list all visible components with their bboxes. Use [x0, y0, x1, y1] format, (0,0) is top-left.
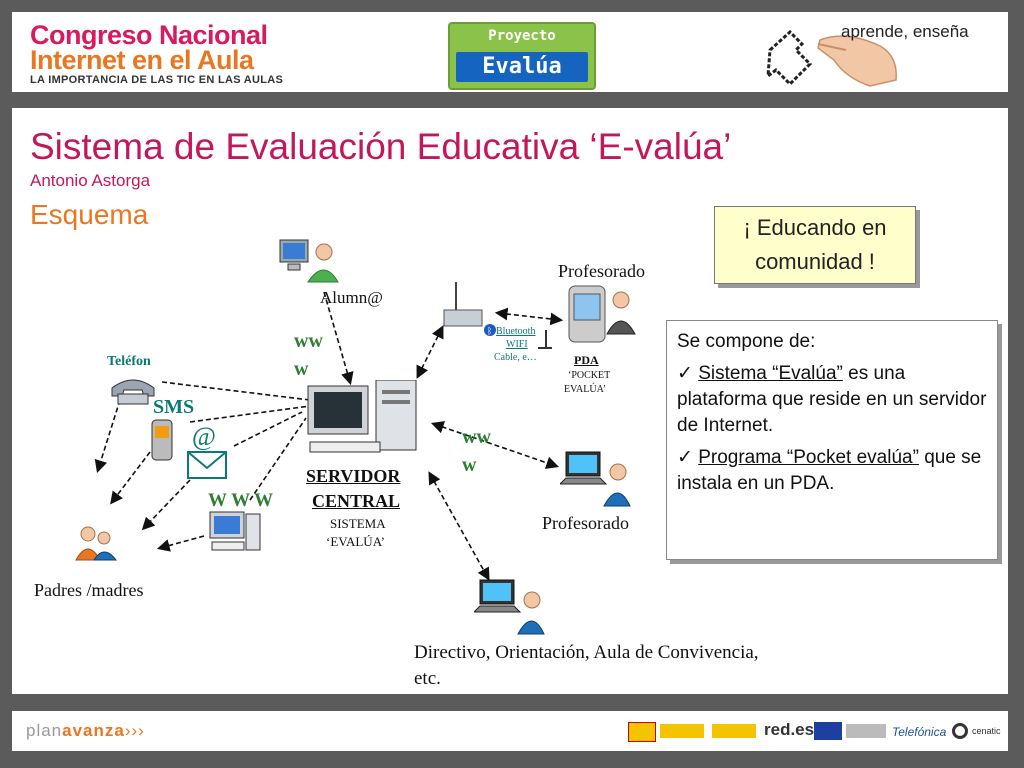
- plan-avanza-logo: planavanza›››: [26, 721, 145, 740]
- cenatic-text: cenatic: [972, 726, 1001, 736]
- eu-flag-icon: [814, 722, 842, 740]
- arrow-directivo: [430, 474, 488, 578]
- footer-band: [12, 711, 1008, 751]
- arrow-profesorado: [434, 424, 556, 466]
- callout-line1: ¡ Educando en: [743, 215, 887, 240]
- cable-label: Cable, e…: [494, 352, 537, 363]
- avanza-text: avanza: [62, 721, 125, 740]
- alumno-label: Alumn@: [320, 288, 383, 307]
- cenatic-icon: [952, 723, 968, 739]
- arrow-mail-padres: [144, 480, 190, 528]
- profesorado-top-label: Profesorado: [558, 261, 645, 281]
- www-mid-line2: w: [462, 454, 477, 476]
- directivo-label-line1: Directivo, Orientación, Aula de Convivencia,: [414, 642, 759, 663]
- www-top-line2: w: [294, 358, 309, 380]
- congreso-title-line1: Congreso Nacional: [30, 20, 268, 50]
- slide-author: Antonio Astorga: [30, 171, 151, 190]
- telefonica-logo: Telefónica: [892, 725, 947, 739]
- www-mid-line1: ww: [462, 426, 491, 448]
- sistema-label-line2: ‘EVALÚA’: [326, 534, 385, 549]
- server-label-line2: CENTRAL: [312, 491, 401, 511]
- callout-line2: comunidad !: [755, 249, 875, 274]
- parents-icon: [74, 524, 118, 562]
- spain-flag-icon: [628, 722, 656, 742]
- arrow-router: [418, 328, 442, 376]
- slide-subtitle: Esquema: [30, 199, 149, 230]
- arrow-phone-padres: [98, 400, 120, 470]
- item2-text: que se instala en un PDA.: [677, 447, 982, 494]
- slide-content: [12, 108, 1008, 694]
- arrow-sms-padres: [112, 452, 150, 502]
- checkmark-icon: ✓: [677, 447, 693, 468]
- pda-subtitle-2: EVALÚA’: [564, 384, 607, 395]
- padres-label: Padres /madres: [34, 580, 144, 600]
- sms-label: SMS: [153, 396, 195, 418]
- reds-logo: red.es: [764, 720, 815, 739]
- email-envelope-icon: [186, 450, 228, 480]
- pda-label: PDA: [574, 353, 599, 367]
- telefono-label: Teléfon: [107, 354, 151, 369]
- desktop-computer-icon: [208, 510, 264, 556]
- ministry-logo-1: [660, 724, 704, 738]
- checkmark-icon: ✓: [677, 363, 693, 384]
- www-top-line1: ww: [294, 330, 323, 352]
- alumno-computer-icon: [276, 238, 340, 288]
- tagline-text: aprende, enseña: [841, 22, 969, 41]
- telephone-icon: [108, 370, 158, 406]
- congreso-subtitle: LA IMPORTANCIA DE LAS TIC EN LAS AULAS: [30, 74, 284, 86]
- arrow-mail: [234, 412, 302, 446]
- plan-text: plan: [26, 721, 63, 740]
- congreso-title-line2: Internet en el Aula: [30, 45, 254, 75]
- item1-text: es una plataforma que reside en un servidor de Internet.: [677, 363, 987, 436]
- server-label-line1: SERVIDOR: [306, 466, 401, 486]
- arrow-www-padres: [160, 536, 204, 548]
- ministry-logo-2: [712, 724, 756, 738]
- item2-underlined: Programa “Pocket evalúa”: [698, 447, 919, 468]
- www-left-label: W W W: [208, 490, 274, 511]
- logo-bottom-text: Evalúa: [456, 52, 588, 82]
- eu-fund-logo: [846, 724, 886, 738]
- header-band: [12, 12, 1008, 92]
- server-computer-icon: [304, 380, 424, 460]
- logo-top-text: Proyecto: [488, 28, 556, 44]
- components-intro: Se compone de:: [677, 331, 816, 352]
- mobile-phone-icon: [148, 418, 178, 464]
- pda-teacher-icon: [567, 284, 637, 348]
- wifi-label: WIFI: [506, 339, 528, 350]
- sistema-label-line1: SISTEMA: [330, 516, 386, 531]
- arrow-sms: [190, 406, 310, 422]
- arrow-www: [250, 418, 306, 500]
- email-at-symbol: @: [192, 422, 216, 451]
- router-icon: [442, 280, 552, 358]
- profesorado-laptop-icon: [560, 450, 632, 508]
- bluetooth-label: Bluetooth: [496, 326, 536, 337]
- directivo-label-line2: etc.: [414, 668, 441, 689]
- svg-text:ᛒ: ᛒ: [487, 327, 493, 337]
- directivo-laptop-icon: [474, 578, 546, 636]
- slide-title: Sistema de Evaluación Educativa ‘E-valúa’: [30, 126, 732, 167]
- proyecto-evalua-logo: [448, 22, 596, 90]
- profesorado-mid-label: Profesorado: [542, 513, 629, 533]
- item1-underlined: Sistema “Evalúa”: [698, 363, 843, 384]
- pda-subtitle-1: ‘POCKET: [568, 370, 611, 381]
